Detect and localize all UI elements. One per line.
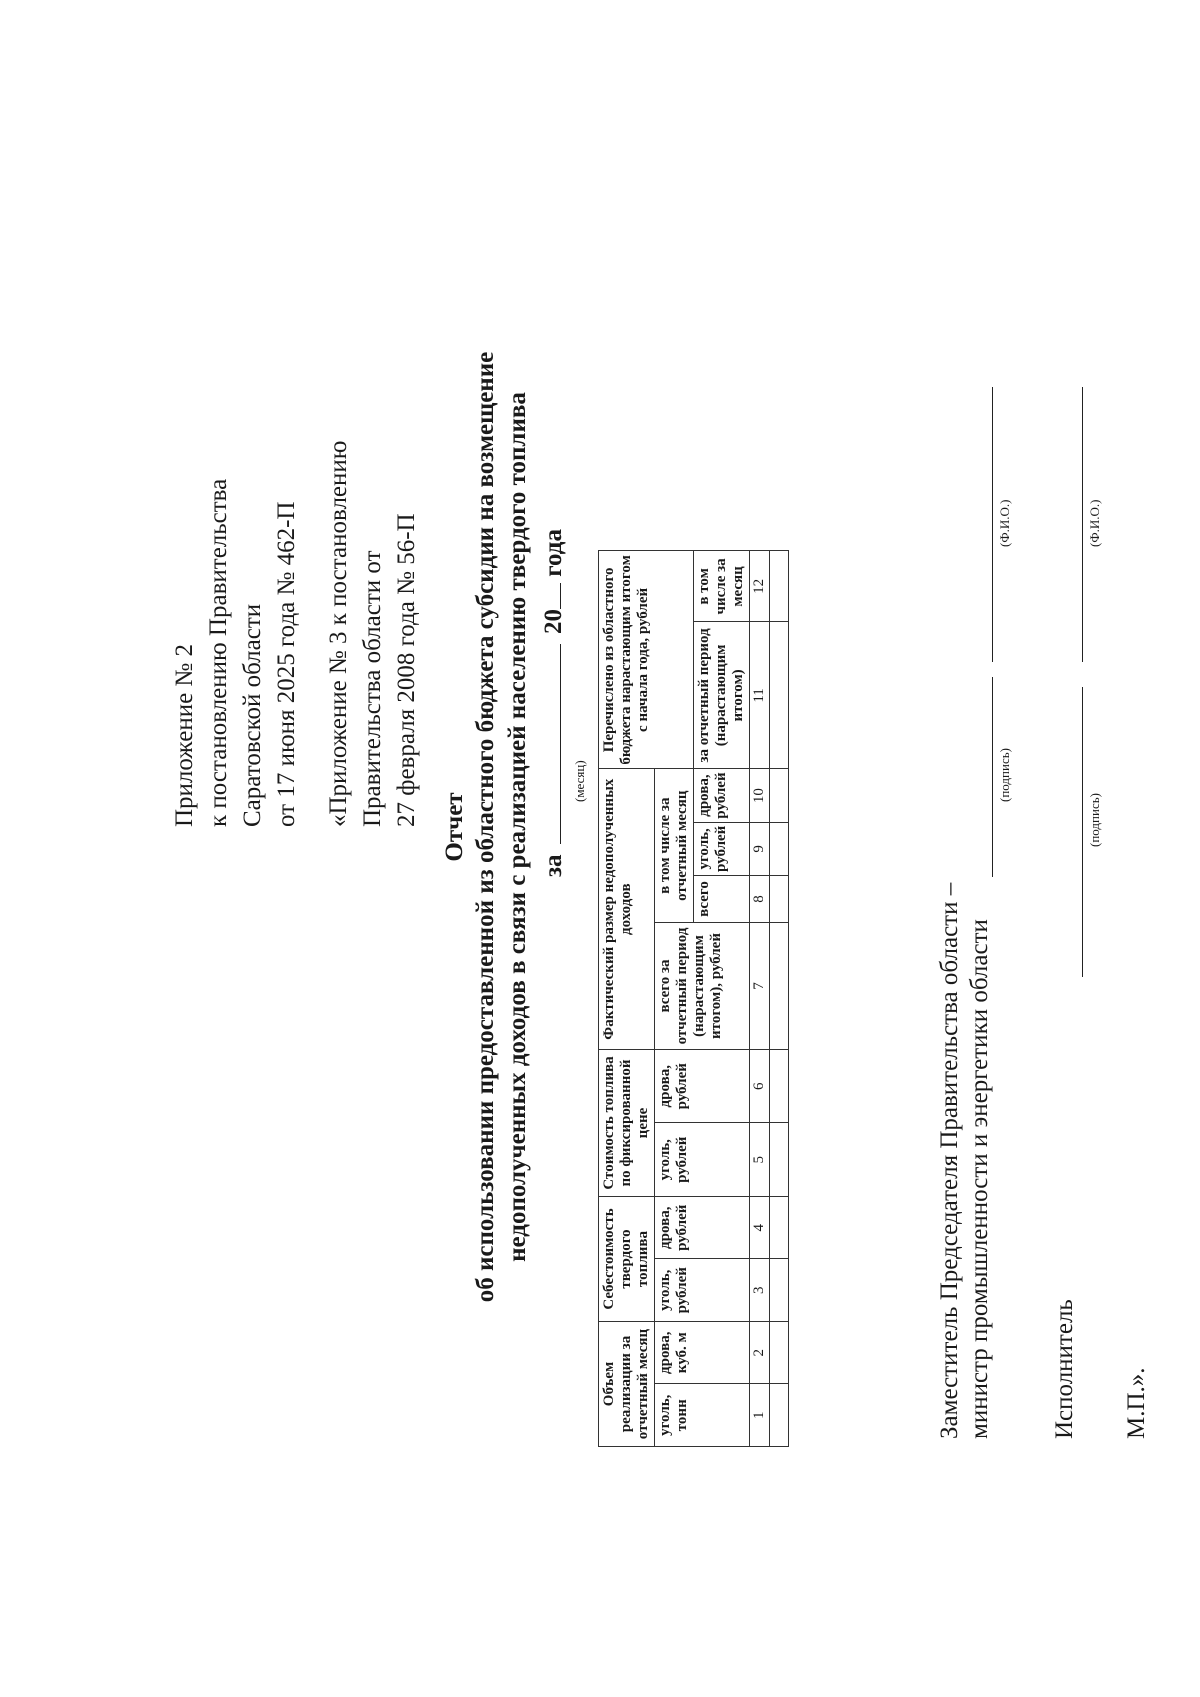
empty-cell xyxy=(770,1384,789,1447)
month-note: (месяц) xyxy=(572,760,587,802)
header-loss: Фактический размер недополученных доходов xyxy=(599,769,655,1050)
empty-cell xyxy=(770,876,789,923)
empty-cell xyxy=(770,1322,789,1385)
month-blank xyxy=(560,644,561,844)
empty-cell xyxy=(770,923,789,1050)
header-loss-total: всего за отчетный период (нарастающим итогом), рублей xyxy=(655,923,750,1050)
header-loss-month-coal: уголь, рублей xyxy=(694,822,750,875)
deputy-signature-note: (подпись) xyxy=(997,748,1012,802)
column-number: 9 xyxy=(750,822,770,875)
period-prefix: за xyxy=(540,854,567,877)
header-loss-month-wood: дрова, рублей xyxy=(694,769,750,822)
deputy-title xyxy=(935,883,995,1439)
deputy-signature-line xyxy=(992,677,993,877)
empty-cell xyxy=(770,1050,789,1124)
executor-label: Исполнитель xyxy=(1051,1299,1078,1439)
stamp-gap xyxy=(304,267,322,827)
header-row-1 xyxy=(599,551,655,1447)
column-number: 12 xyxy=(750,551,770,622)
empty-data-row xyxy=(770,551,789,1447)
header-volume-coal: уголь, тонн xyxy=(655,1384,750,1447)
deputy-line-1: Заместитель Председателя Правительства области – xyxy=(936,882,963,1439)
executor-name-note: (Ф.И.О.) xyxy=(1087,499,1102,547)
header-price-coal: уголь, рублей xyxy=(655,1123,750,1197)
header-cost: Себестоимость твердого топлива xyxy=(599,1197,655,1322)
period-suffix: года xyxy=(540,529,567,577)
header-price-wood: дрова, рублей xyxy=(655,1050,750,1124)
executor-signature-line xyxy=(1082,687,1083,977)
column-number: 5 xyxy=(750,1123,770,1197)
stamp-line-1: Приложение № 2 xyxy=(171,643,198,827)
title-line-2: недополученных доходов в связи с реализацией населению твердого топлива xyxy=(504,392,531,1262)
empty-cell xyxy=(770,1259,789,1322)
executor-signature-note: (подпись) xyxy=(1087,793,1102,847)
title-word: Отчет xyxy=(441,792,468,862)
stamp-line-6: Правительства области от xyxy=(359,550,386,827)
title-line-1: об использовании предоставленной из областного бюджета субсидии на возмещение xyxy=(472,351,499,1303)
deputy-name-line xyxy=(992,387,993,662)
stamp-line-3: Саратовской области xyxy=(239,603,266,827)
column-number: 1 xyxy=(750,1384,770,1447)
empty-cell xyxy=(770,551,789,622)
stamp-line-7: 27 февраля 2008 года № 56-П xyxy=(393,513,420,827)
header-paid: Перечислено из областного бюджета нарастающим итогом с начала года, рублей xyxy=(599,551,694,769)
column-number: 8 xyxy=(750,876,770,923)
appendix-stamp xyxy=(168,267,424,827)
header-cost-coal: уголь, рублей xyxy=(655,1259,750,1322)
header-price: Стоимость топлива по фиксированной цене xyxy=(599,1050,655,1197)
deputy-line-2: министр промышленности и энергетики области xyxy=(966,919,993,1439)
header-volume-wood: дрова, куб. м xyxy=(655,1322,750,1385)
executor-name-line xyxy=(1082,387,1083,662)
column-number: 4 xyxy=(750,1197,770,1260)
report-table xyxy=(598,550,789,1447)
seal-mark: М.П.». xyxy=(1123,1367,1150,1439)
stamp-line-4: от 17 июня 2025 года № 462-П xyxy=(273,501,300,827)
header-volume: Объем реализации за отчетный месяц xyxy=(599,1322,655,1447)
column-number: 11 xyxy=(750,622,770,769)
header-cost-wood: дрова, рублей xyxy=(655,1197,750,1260)
deputy-name-note: (Ф.И.О.) xyxy=(997,499,1012,547)
header-paid-period: за отчетный период (нарастающим итогом) xyxy=(694,622,750,769)
column-number: 7 xyxy=(750,923,770,1050)
column-number: 2 xyxy=(750,1322,770,1385)
empty-cell xyxy=(770,1197,789,1260)
empty-cell xyxy=(770,769,789,822)
empty-cell xyxy=(770,1123,789,1197)
column-number: 6 xyxy=(750,1050,770,1124)
report-title xyxy=(440,177,534,1477)
stamp-line-5: «Приложение № 3 к постановлению xyxy=(325,440,352,827)
column-number: 3 xyxy=(750,1259,770,1322)
year-blank xyxy=(560,583,561,609)
period-year-prefix: 20 xyxy=(540,608,567,634)
stamp-line-2: к постановлению Правительства xyxy=(205,478,232,827)
column-number: 10 xyxy=(750,769,770,822)
header-loss-month-all: всего xyxy=(694,876,750,923)
empty-cell xyxy=(770,622,789,769)
empty-cell xyxy=(770,822,789,875)
report-period xyxy=(540,529,568,877)
header-paid-month: в том числе за месяц xyxy=(694,551,750,622)
header-loss-month: в том числе за отчетный месяц xyxy=(655,769,694,923)
column-number-row xyxy=(750,551,770,1447)
